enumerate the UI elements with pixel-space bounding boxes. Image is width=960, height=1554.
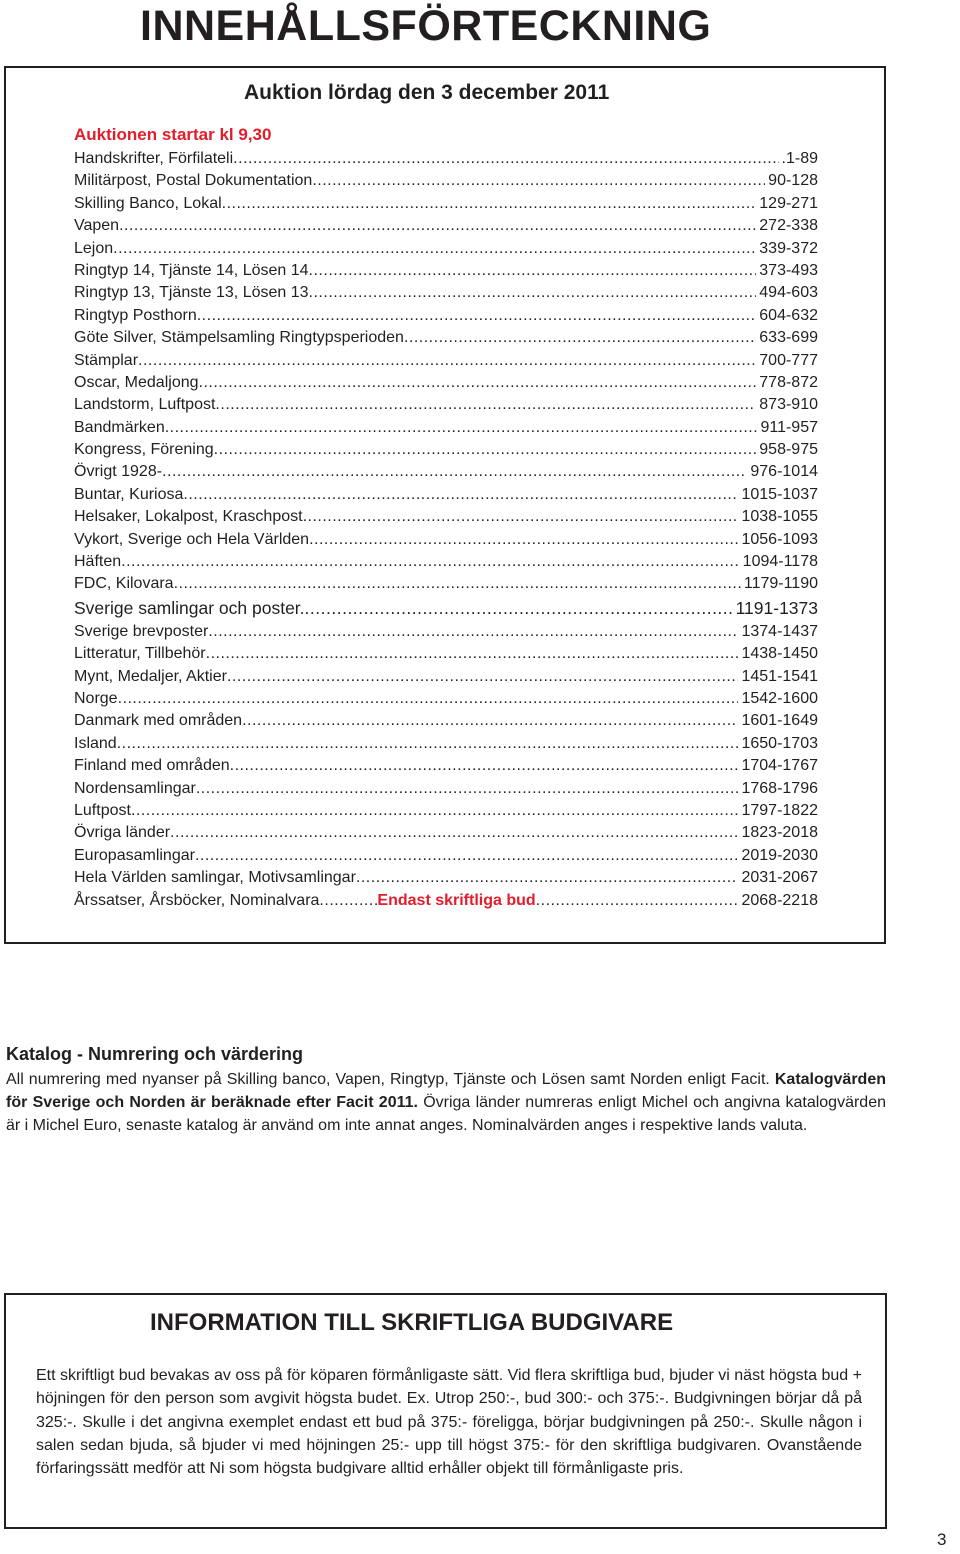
toc-leader-dots [118,688,739,710]
toc-leader-dots [222,193,757,215]
toc-entry [74,867,818,889]
toc-entry-pages: 1451-1541 [741,667,818,685]
toc-box [4,66,886,944]
toc-leader-dots [199,372,757,394]
toc-entry [74,372,818,394]
toc-leader-dots [206,643,739,665]
toc-entry [74,621,818,643]
toc-entry [74,461,818,483]
toc-entry-pages: .1-89 [781,150,818,167]
toc-leader-dots [356,867,739,889]
toc-leader-dots [230,755,739,777]
toc-entry-label: Göte Silver, Stämpelsamling Ringtypsperioden [74,329,404,347]
toc-entry [74,845,818,867]
toc-leader-dots [119,215,756,237]
toc-entry-note: Endast skriftliga bud [377,891,536,909]
toc-entry-label: Finland med områden [74,757,230,775]
toc-list [74,148,818,912]
toc-entry [74,350,818,372]
toc-entry-pages: 1015-1037 [741,485,818,503]
toc-entry-pages: 1601-1649 [741,712,818,730]
toc-entry [74,596,818,621]
toc-leader-dots [242,710,738,732]
toc-entry [74,755,818,777]
toc-entry-label: Bandmärken [74,418,165,436]
toc-entry-pages: 1768-1796 [741,779,818,797]
toc-entry-label: Litteratur, Tillbehör [74,645,206,663]
toc-entry-pages: 90-128 [768,172,818,190]
catalog-text [6,1068,886,1138]
toc-entry-pages: 604-632 [759,306,818,324]
toc-entry-pages: 373-493 [759,261,818,279]
toc-entry [74,688,818,710]
toc-leader-dots [197,305,757,327]
toc-entry-pages: 1650-1703 [741,734,818,752]
toc-entry-label: Militärpost, Postal Dokumentation [74,172,313,190]
toc-leader-dots [309,529,738,551]
toc-entry [74,148,818,170]
toc-leader-dots [536,890,739,912]
toc-entry [74,733,818,755]
toc-entry-label: Nordensamlingar [74,779,196,797]
catalog-heading: Katalog - Numrering och värdering [6,1044,304,1064]
toc-entry [74,506,818,528]
toc-entry [74,666,818,688]
toc-leader-dots [170,822,738,844]
toc-entry-pages: 1374-1437 [741,622,818,640]
toc-entry-pages: 911-957 [760,418,818,436]
toc-entry [74,327,818,349]
toc-entry-label: Övriga länder [74,824,171,842]
toc-entry-label: Kongress, Förening [74,441,214,459]
toc-entry-label: Helsaker, Lokalpost, Kraschpost [74,508,303,526]
toc-entry [74,822,818,844]
toc-leader-dots [303,506,739,528]
toc-entry-label: Norge [74,689,118,707]
toc-leader-dots [404,327,756,349]
toc-entry-label: Hela Världen samlingar, Motivsamlingar [74,869,356,887]
toc-leader-dots [174,573,741,595]
toc-entry-label: Övrigt 1928- [74,463,163,481]
toc-entry-pages: 778-872 [759,373,818,391]
page-number: 3 [937,1530,947,1549]
info-text: Ett skriftligt bud bevakas av oss på för köparen förmånligaste sätt. Vid flera skriftliga bud, bjuder vi näst högsta bud + höjningen för den person som avgivit högsta budet. Ex. Utrop 250:-, bud 300:- och 375:-. Budgivningen börjar då på 325:-. Skulle i det angivna exemplet endast ett bud på 375:- föreligga, börjar budgivningen på 250:-. Skulle någon i salen sedan bjuda, så bjuder vi med höjningen 25:- upp till högst 375:- för den skriftliga budgivaren. Ovanstående förfaringssätt medför att Ni som högsta budgivare alltid erhåller objekt till förmånligaste pris. [36,1367,862,1478]
toc-entry-pages: 1094-1178 [742,553,818,571]
toc-entry-label: Buntar, Kuriosa [74,485,184,503]
toc-entry-label: Oscar, Medaljong [74,373,199,391]
toc-entry-pages: 1704-1767 [741,757,818,775]
toc-entry-label: Ringtyp Posthorn [74,306,197,324]
toc-entry-label: Luftpost [74,801,131,819]
toc-entry [74,282,818,304]
toc-leader-dots [121,551,740,573]
toc-entry-pages: 958-975 [759,441,818,459]
toc-leader-dots [208,621,738,643]
toc-entry-label: Europasamlingar [74,846,195,864]
toc-leader-dots [233,148,778,170]
toc-entry [74,417,818,439]
toc-leader-dots [162,461,747,483]
toc-leader-dots [138,350,756,372]
toc-entry [74,260,818,282]
toc-leader-dots [117,733,739,755]
toc-entry [74,484,818,506]
toc-leader-dots [309,282,757,304]
toc-entry-pages: 1542-1600 [741,689,818,707]
toc-entry-pages: 1179-1190 [743,575,818,593]
toc-leader-dots [165,417,758,439]
toc-entry-label: Stämplar [74,351,139,369]
toc-entry-label: FDC, Kilovara [74,575,174,593]
toc-entry-label: Sverige brevposter [74,622,209,640]
page-title: INNEHÅLLSFÖRTECKNING [140,2,712,50]
toc-entry-pages: 873-910 [759,396,818,414]
catalog-text-bold: Katalogvärden för Sverige och Norden är beräknade efter Facit 2011. [6,1071,886,1112]
toc-entry-pages: 700-777 [759,351,818,369]
toc-entry-pages: 272-338 [759,217,818,235]
toc-leader-dots [131,800,739,822]
toc-entry-pages: 1038-1055 [741,508,818,526]
toc-entry-label: Landstorm, Luftpost [74,396,216,414]
toc-entry-label: Ringtyp 13, Tjänste 13, Lösen 13 [74,284,309,302]
toc-entry-pages: 976-1014 [750,463,818,481]
toc-entry [74,710,818,732]
info-title: INFORMATION TILL SKRIFTLIGA BUDGIVARE [150,1309,674,1336]
toc-leader-dots [183,484,738,506]
toc-entry-label: Island [74,734,117,752]
toc-entry-pages: 2068-2218 [741,891,818,909]
toc-leader-dots [227,666,739,688]
info-box [4,1293,887,1529]
catalog-text-part2: Övriga länder numreras enligt Michel och angivna katalogvärden är i Michel Euro, senaste katalog är använd om inte annat anges. Nominalvärden anges i respektive lands valuta. [6,1094,886,1135]
toc-entry [74,215,818,237]
toc-entry [74,439,818,461]
toc-leader-dots [214,439,757,461]
toc-entry-label: Ringtyp 14, Tjänste 14, Lösen 14 [74,261,309,279]
toc-entry-label: Häften [74,553,122,571]
toc-entry [74,643,818,665]
toc-leader-dots [113,238,756,260]
toc-leader-dots [215,394,756,416]
catalog-text-part1: All numrering med nyanser på Skilling banco, Vapen, Ringtyp, Tjänste och Lösen samt Norden enligt Facit. [6,1071,775,1088]
toc-entry [74,573,818,595]
toc-entry-label: Årssatser, Årsböcker, Nominalvara [74,891,320,909]
toc-entry [74,193,818,215]
toc-leader-dots [309,260,757,282]
auction-start-time: Auktionen startar kl 9,30 [74,125,272,144]
toc-entry-pages: 2019-2030 [741,846,818,864]
toc-entry-pages: 1438-1450 [741,645,818,663]
toc-entry-pages: 1823-2018 [741,824,818,842]
toc-entry [74,551,818,573]
toc-entry-label: Mynt, Medaljer, Aktier [74,667,227,685]
toc-entry-label: Vykort, Sverige och Hela Världen [74,530,310,548]
toc-entry-label: Danmark med områden [74,712,243,730]
toc-entry-pages: 129-271 [759,194,818,212]
toc-leader-dots [312,170,765,192]
toc-entry-label: Skilling Banco, Lokal [74,194,222,212]
toc-entry [74,238,818,260]
toc-entry [74,778,818,800]
toc-entry [74,394,818,416]
toc-entry-label: Vapen [74,217,120,235]
toc-leader-dots [319,890,377,912]
toc-entry-pages: 1191-1373 [735,597,818,618]
toc-entry-pages: 339-372 [759,239,818,257]
toc-entry-label: Handskrifter, Förfilateli [74,150,234,167]
auction-title: Auktion lördag den 3 december 2011 [244,81,610,104]
toc-entry-pages: 1797-1822 [741,801,818,819]
toc-entry-pages: 1056-1093 [741,530,818,548]
toc-entry-label: Lejon [74,239,114,257]
toc-entry [74,890,818,912]
toc-entry [74,170,818,192]
toc-entry [74,305,818,327]
toc-leader-dots [196,778,739,800]
toc-entry-pages: 633-699 [759,329,818,347]
toc-entry [74,529,818,551]
toc-leader-dots [195,845,739,867]
toc-entry [74,800,818,822]
toc-leader-dots [305,596,733,621]
toc-entry-pages: 494-603 [759,284,818,302]
toc-entry-pages: 2031-2067 [741,869,818,887]
toc-entry-label: Sverige samlingar och poster. [74,597,305,618]
